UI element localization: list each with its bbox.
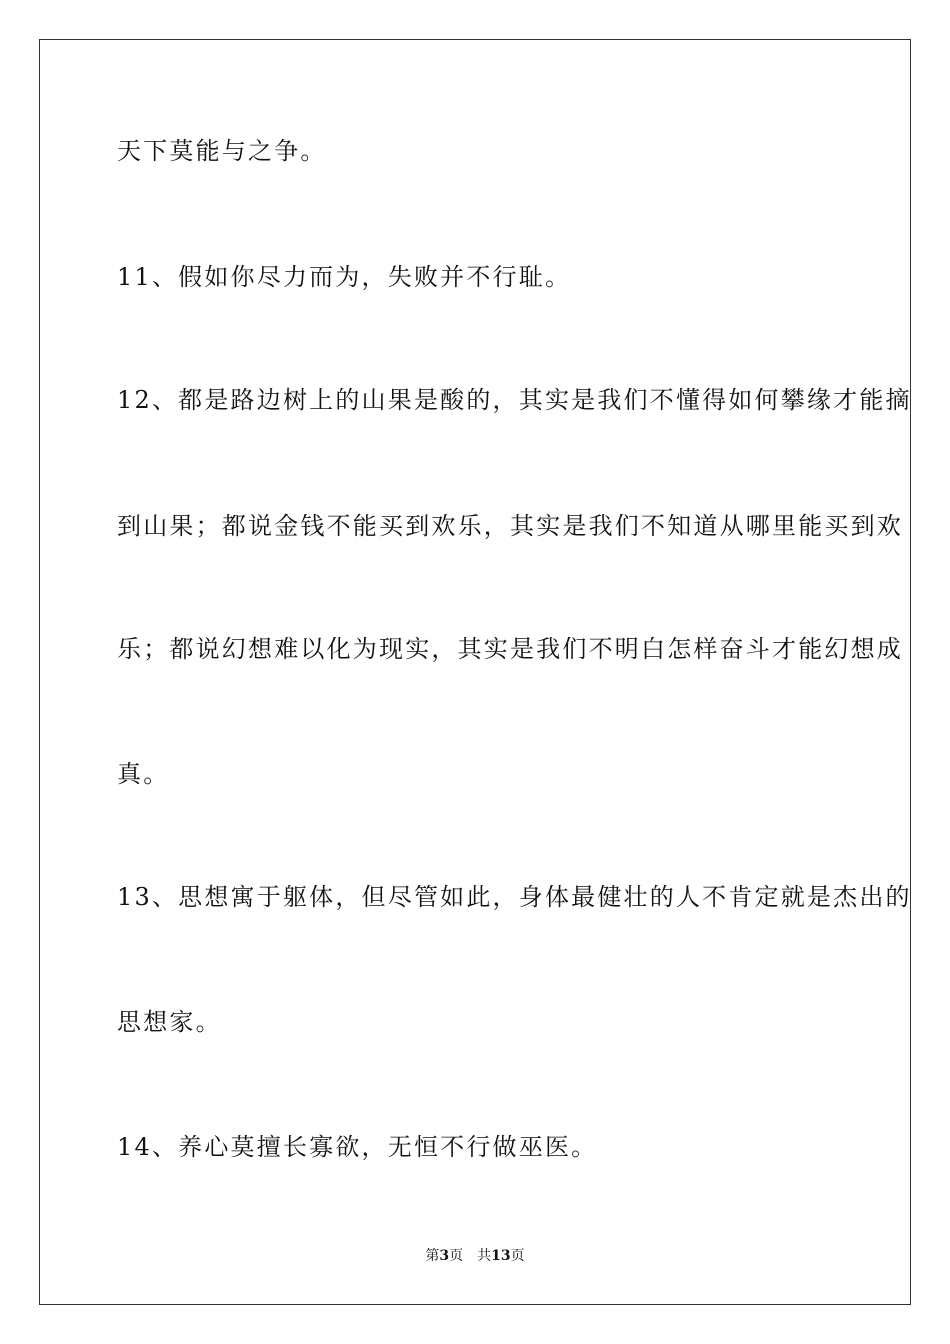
text-line: 14、养心莫擅长寡欲，无恒不行做巫医。 <box>117 1133 598 1161</box>
text-line: 乐；都说幻想难以化为现实，其实是我们不明白怎样奋斗才能幻想成 <box>117 635 903 663</box>
page-footer <box>0 1247 950 1265</box>
page-suffix: 页 <box>449 1248 464 1264</box>
page-prefix: 第 <box>425 1248 440 1264</box>
total-pages: 13 <box>491 1248 511 1264</box>
text-line: 13、思想寓于躯体，但尽管如此，身体最健壮的人不肯定就是杰出的 <box>117 883 912 911</box>
text-line: 天下莫能与之争。 <box>117 137 327 165</box>
total-prefix: 共 <box>477 1248 492 1264</box>
text-line: 11、假如你尽力而为，失败并不行耻。 <box>117 263 572 291</box>
text-line: 到山果；都说金钱不能买到欢乐，其实是我们不知道从哪里能买到欢 <box>117 512 903 540</box>
text-line: 12、都是路边树上的山果是酸的，其实是我们不懂得如何攀缘才能摘 <box>117 386 912 414</box>
page-number: 3 <box>439 1248 450 1264</box>
text-line: 思想家。 <box>117 1008 222 1036</box>
text-line: 真。 <box>117 760 170 788</box>
page-border <box>39 39 911 1305</box>
total-suffix: 页 <box>510 1248 525 1264</box>
